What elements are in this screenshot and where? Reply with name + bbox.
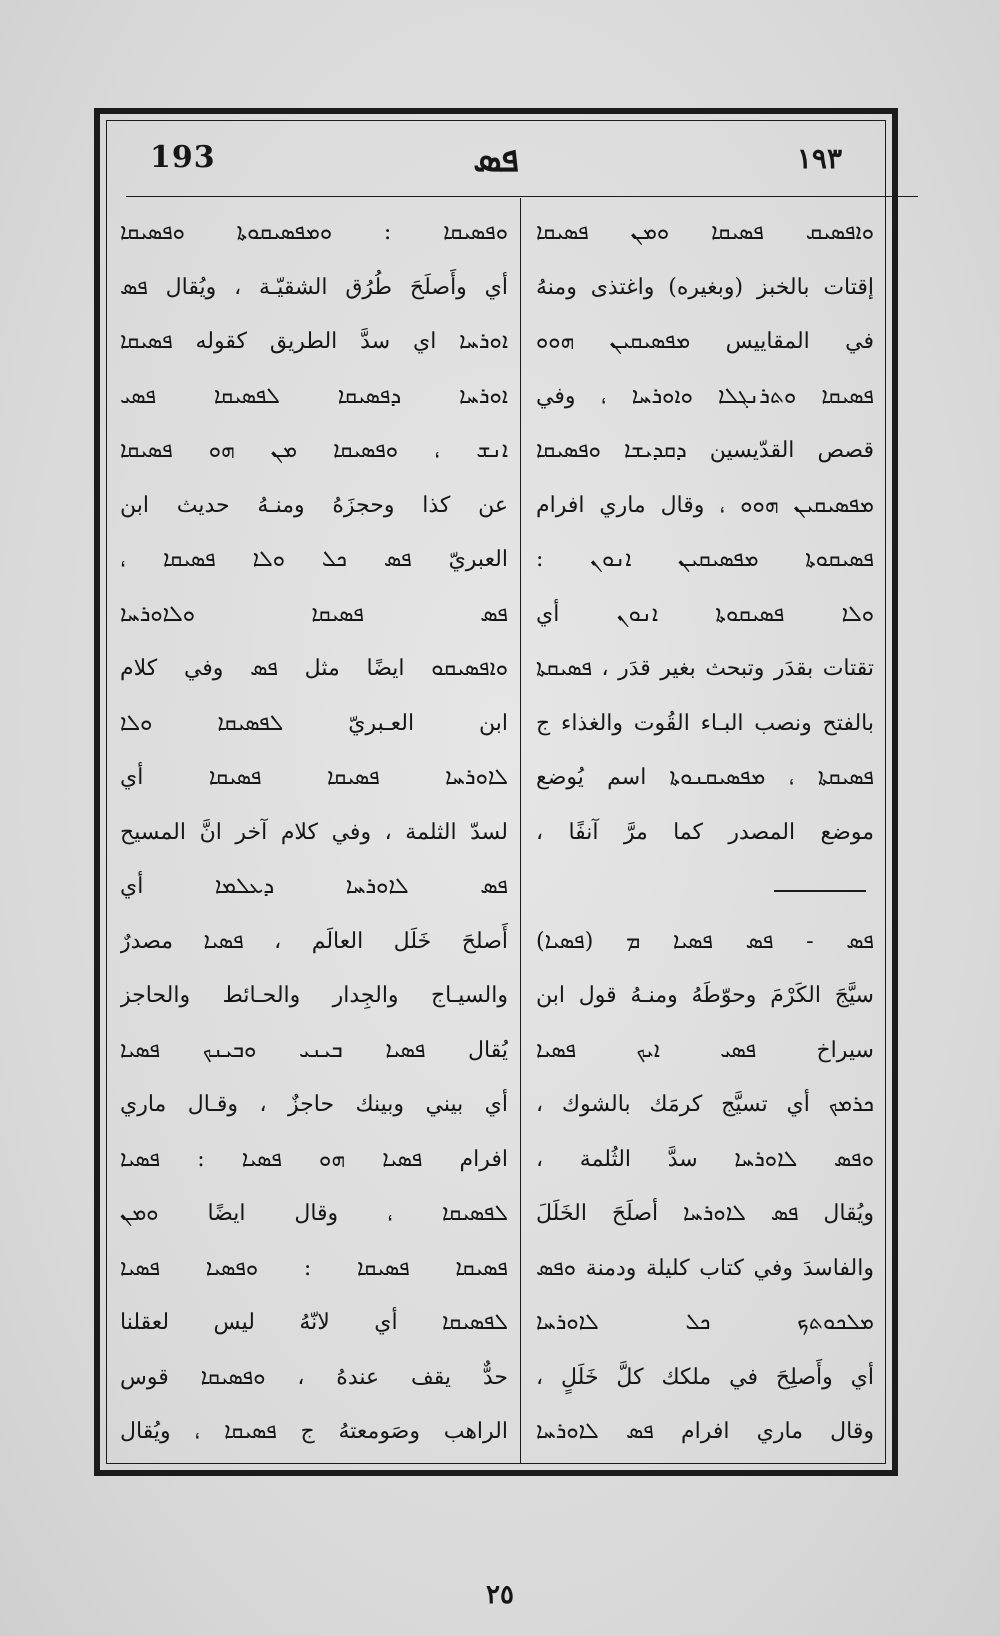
text-line: ܡܠܟܘܬܟ ܟܠ ܠܐܘܪܚܐ	[536, 1310, 874, 1335]
section-divider	[536, 860, 874, 915]
text-line: وقال ماري افرام ܦܣ ܠܐܘܪܚܐ	[536, 1419, 874, 1444]
text-line: بالفتح ونصب البـاء القُوت والغذاء ج	[536, 710, 874, 736]
text-line: ܘܐܦܣܝܩ ܦܣܝܩܐ ܘܡܢ ܦܣܝܩܐ	[536, 220, 874, 245]
text-line: ܐܘܪܚܐ اي سدَّ الطريق كقوله ܦܣܝܩܐ	[120, 329, 508, 354]
text-line: قصص القدّيسين ܕܩܕܝܫܐ ܘܦܣܝܩܐ	[536, 438, 874, 463]
text-line: ܟܪܡܟ أي تسيَّج كرمَك بالشوك ،	[536, 1092, 874, 1117]
text-line: موضع المصدر كما مرَّ آنفًا ،	[536, 819, 874, 845]
text-line: ܠܦܣܝܩܐ أي لانّهُ ليس لعقلنا	[120, 1310, 508, 1335]
text-line: سيراخ ܦܣܝ ܐܝܟ ܦܣܝܐ	[536, 1037, 874, 1063]
text-line: ܦܣܝܩܐ ܦܣܝܩܐ : ܘܦܣܝܐ ܦܣܝܐ	[120, 1255, 508, 1281]
text-line: أي وأَصلِحَ في ملكك كلَّ خَلَلٍ ،	[536, 1364, 874, 1390]
text-line: ܦܣ - ܦܣ ܦܣܝܐ ܡ (ܦܣܝܐ)	[536, 928, 874, 954]
page-number-latin: 193	[150, 140, 216, 175]
text-line: ܦܣܝܩܐ ܘܬܪܢܓܠܐ ܘܐܘܪܚܐ ، وفي	[536, 383, 874, 409]
text-line: سيَّجَ الكَرْمَ وحوّطَهُ ومنـهُ قول ابن	[536, 983, 874, 1008]
text-line: ܦܣܝܩܘܬܐ ܡܦܣܝܩܝܢ ܐܢܘܢ :	[536, 547, 874, 572]
text-line: ܠܐܘܪܚܐ ܦܣܝܩܐ ܦܣܝܩܐ أي	[120, 765, 508, 790]
text-line: لسدّ الثلمة ، وفي كلام آخر انَّ المسيح	[120, 819, 508, 845]
text-line: أَصلحَ خَلَل العالَم ، ܦܣܝܐ مصدرٌ	[120, 928, 508, 954]
text-line: ܘܦܣܝܩܐ : ܘܡܦܣܝܩܘܬܐ ܘܦܣܝܩܐ	[120, 220, 508, 245]
text-line: إقتات بالخبز (وبغيره) واغتذى ومنهُ	[536, 274, 874, 300]
text-line: والسيـاج والجِدار والحـائط والحاجز	[120, 983, 508, 1008]
text-line: أي وأَصلَحَ طُرُق الشقيّـة ، ويُقال ܦܣ	[120, 274, 508, 300]
text-line: ابن العـبريّ ܠܦܣܝܩܐ ܘܠܐ	[120, 710, 508, 736]
page-header	[106, 130, 886, 194]
text-line: ܐܢܫ ، ܘܦܣܝܩܐ ܡܢ ܗܘ ܦܣܝܩܐ	[120, 438, 508, 463]
text-line: في المقاييس ܡܦܣܝܩܝܢ ܗܘܘ	[536, 329, 874, 354]
header-rule	[126, 196, 918, 197]
running-head: ܦܣ	[473, 138, 519, 180]
text-line: يُقال ܦܣܝܐ ܒܝܢܝ ܘܒܝܢܟ ܦܣܝܐ	[120, 1037, 508, 1063]
right-column	[528, 206, 880, 1456]
text-line: ܦܣܝܩܬܐ ، ܡܦܣܝܩܢܘܬܐ اسم يُوضع	[536, 765, 874, 790]
text-line: ܠܦܣܝܩܐ ، وقال ايضًا ܘܡܢ	[120, 1201, 508, 1226]
text-line: ܘܐܦܣܝܩܘ ايضًا مثل ܦܣ وفي كلام	[120, 656, 508, 681]
text-line: ܡܦܣܝܩܝܢ ܗܘܘ ، وقال ماري افرام	[536, 492, 874, 518]
text-line: العبريّ ܦܣ ܟܠ ܘܠܐ ܦܣܝܩܐ ،	[120, 547, 508, 572]
text-line: تقتات بقدَر وتبحث بغير قدَر ، ܦܣܝܩܬܐ	[536, 656, 874, 681]
text-line: حدٌّ يقف عندهُ ، ܘܦܣܝܩܐ قوس	[120, 1364, 508, 1390]
text-line: والفاسدَ وفي كتاب كليلة ودمنة ܘܦܣ	[536, 1255, 874, 1281]
page-number-arabic: ١٩٣	[796, 142, 842, 175]
text-line: ܐܘܪܚܐ ܕܦܣܝܩܐ ܠܦܣܝܩܐ ܦܣܝ	[120, 383, 508, 409]
text-line: عن كذا وحجزَهُ ومنـهُ حديث ابن	[120, 492, 508, 518]
text-line: الراهب وصَومعتهُ ج ܦܣܝܩܐ ، ويُقال	[120, 1419, 508, 1444]
text-line: ܘܠܐ ܦܣܝܩܘܬܐ ܐܢܘܢ أي	[536, 601, 874, 627]
text-line: ܦܣ ܠܐܘܪܚܐ ܕܥܠܡܐ أي	[120, 874, 508, 899]
text-line: افرام ܦܣܝܐ ܗܘ ܦܣܝܐ : ܦܣܝܐ	[120, 1146, 508, 1172]
column-divider	[520, 198, 521, 1464]
text-line: ويُقال ܦܣ ܠܐܘܪܚܐ أصلَحَ الخَلَلَ	[536, 1201, 874, 1226]
text-line: أي بيني وبينك حاجزٌ ، وقـال ماري	[120, 1092, 508, 1117]
signature-mark: ٢٥	[486, 1580, 514, 1610]
left-column	[112, 206, 514, 1456]
text-line: ܘܦܣ ܠܐܘܪܚܐ سدَّ الثُلمة ،	[536, 1146, 874, 1172]
text-line: ܦܣ ܦܣܝܩܐ ܘܠܐܘܪܚܐ	[120, 601, 508, 627]
